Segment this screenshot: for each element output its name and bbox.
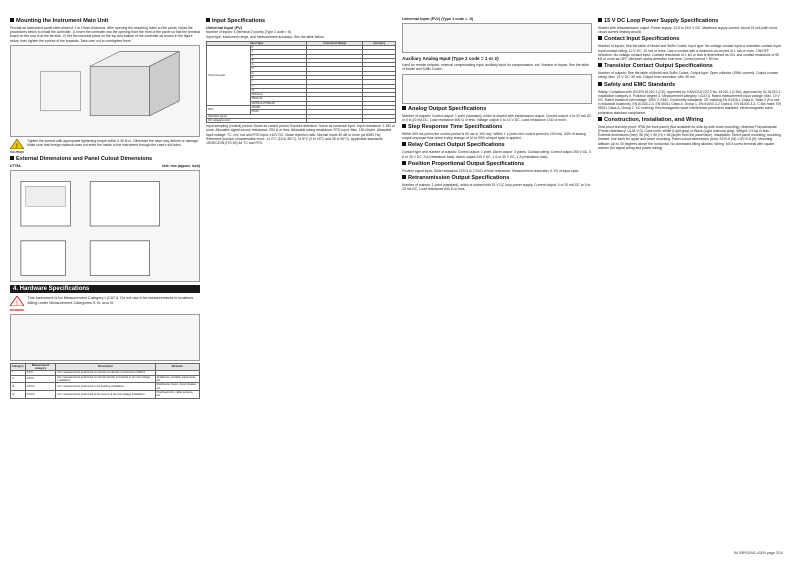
table-row: U xyxy=(207,84,396,88)
table-row: N xyxy=(207,71,396,75)
table-row: Standard signal xyxy=(207,114,396,118)
category-diagram xyxy=(10,314,200,361)
table-row: II CAT.II For measurements performed on circuits directly connected to the low-voltage installation. Appliances, portable equipments, etc. xyxy=(11,375,200,383)
table-header: Accuracy xyxy=(363,41,396,45)
pos-title: Position Proportional Output Specifications xyxy=(402,161,592,168)
cat-header: Measurement category xyxy=(25,363,56,371)
table-row: T xyxy=(207,54,396,58)
aux-table xyxy=(402,74,592,104)
constr-text: Dust-proof and drip-proof: IP56 (for front panel) (Not available for side-by-side close mounting). Material: Polycarbonate (Flame retardancy: UL94 V-0). Case color: White (Light gray) or Black (Light charcoal gray). Weight: 0.5 kg or less. External dimensions (mm): 96 (W) × 96 (H) × 65 (depth from the panel face). Installation: Direct panel mounting; mounting bracket, one each for upper and lower mounting. Panel cutout dimensions (mm): 92+0.8 (W) × 92+0.8 (H). Mounting attitude: Up to 30 degrees above the horizontal. No downward tilting allowed. Wiring: M3.5 screw terminal with square washer (for signal wiring and power wiring). xyxy=(598,124,781,150)
caution-box xyxy=(10,139,200,154)
svg-text:!: ! xyxy=(16,301,18,307)
table-row: W xyxy=(207,88,396,92)
relay-text: Contact type and number of outputs: Control output: 1 point. Alarm output: 3 points. Contact rating: Control output 250 V AC, 3 A or 30 V DC, 3 A (resistance load). Alarm output 240 V AC, 1 A or 30 V DC, 1 A (resistance load). xyxy=(402,150,592,159)
dimensions-drawing xyxy=(10,170,200,282)
caution-text: Tighten the screws with appropriate tightening torque within 0.35 N·m. Otherwise the case may deform or damage. Make sure that foreign material does not enter the inside of the instrument through the case's slit holes. xyxy=(27,138,199,148)
loop-title: 15 V DC Loop Power Supply Specifications xyxy=(598,18,783,25)
table-row: RTD JPt100 xyxy=(207,106,396,110)
cat-header: Remarks xyxy=(155,363,199,371)
column-1 xyxy=(10,16,200,400)
analog-out-text: Number of outputs: Control output: 1 point (standard), which is shared with transmission output. Current output: 4 to 20 mA DC or 0 to 20 mA DC. Load resistance 600 Ω or less. Voltage output: 0 to 10 V DC. Load resistance 1 kΩ or more. xyxy=(402,113,592,122)
cat-header: Category xyxy=(11,363,26,371)
svg-text:!: ! xyxy=(16,143,18,149)
table-row: E xyxy=(207,75,396,79)
warning-box xyxy=(10,296,200,311)
cat-header: Description xyxy=(56,363,155,371)
table-row: III CAT.III For measurements performed in the building installation. Distribution board, circuit breaker, etc. xyxy=(11,383,200,391)
mounting-illustration xyxy=(10,45,200,137)
table-row: R xyxy=(207,67,396,71)
pv-type: Input type, instrument range, and measurement accuracy: See the table below. xyxy=(206,35,325,40)
pv2-table xyxy=(402,23,592,53)
table-row: W97Re3-W75Re25 xyxy=(207,101,396,105)
column-3 xyxy=(402,16,592,192)
table-row: B xyxy=(207,58,396,62)
table-row: Platinel 2 xyxy=(207,93,396,97)
constr-title: Construction, Installation, and Wiring xyxy=(598,117,783,124)
warning-icon xyxy=(10,296,24,306)
table-row: J xyxy=(207,50,396,54)
trans-text: Number of outputs: See the table of Model and Suffix Codes. Output type: Open collector (SINK current). Output contact rating: Max. 24 V DC, 50 mA. Output time resolution: Min. 50 ms. xyxy=(598,71,779,80)
relay-title: Relay Contact Output Specifications xyxy=(402,142,592,149)
unit-note: Unit: mm (approx. inch) xyxy=(161,164,200,169)
table-header: Input Type xyxy=(207,41,307,45)
table-row: IV CAT.IV For measurements performed at the source of the low-voltage installation. Overhead wire, cable systems, etc. xyxy=(11,390,200,398)
table-row: S xyxy=(207,63,396,67)
warning-label: WARNING xyxy=(10,307,25,312)
table-row: Thermocouple K xyxy=(207,45,396,49)
retrans-text: Number of outputs: 1 point (standard), which is shared with 15 V DC loop power supply. Current output: 4 to 20 mA DC or 0 to 20 mA DC. Load resistance 600 Ω or less. xyxy=(402,183,591,192)
table-row: I CAT.I For measurements performed on circuits not directly connected to MAINS. - xyxy=(11,371,200,375)
table-row: PR20-40 xyxy=(207,97,396,101)
column-4 xyxy=(598,16,783,151)
mount-title: Mounting the Instrument Main Unit xyxy=(10,18,200,25)
caution-label: CAUTION xyxy=(10,150,24,155)
safety-title: Safety and EMC Standards xyxy=(598,82,783,89)
univ-pv-title: Universal Input (PV) xyxy=(206,26,243,30)
hw-title: 4. Hardware Specifications xyxy=(10,285,200,293)
input-title: Input Specifications xyxy=(206,18,396,25)
table-header: Instrument Range xyxy=(307,41,363,45)
table-row: Pt100 xyxy=(207,110,396,114)
retrans-title: Retransmission Output Specifications xyxy=(402,175,592,182)
step-text: Within 500 ms (when the control period is 50 ms or 100 ms). Within 1 s (when the control period is 200 ms). 63% of analog output response time when a step change of 10 to 90% of input span is applied. xyxy=(402,132,586,141)
table-row: DC voltage/current xyxy=(207,118,396,122)
contact-in-text: Number of inputs: See the table of Model and Suffix Codes. Input type: No-voltage contact input or transistor contact input. Input contact rating: 12 V DC, 10 mA or more. Use a contact with a minimum on-current of 1 mA or more. ON/OFF detection: No-voltage contact input: Contact resistance of 1 kΩ or less is determined as ON, and contact resistance of 50 kΩ or more as OFF. Minimum status detection hold time: Control period + 50 ms. xyxy=(598,44,782,62)
column-2 xyxy=(206,16,396,146)
caution-icon xyxy=(10,139,24,149)
contact-in-title: Contact Input Specifications xyxy=(598,36,783,43)
model-label: UT75A xyxy=(10,164,21,169)
input-range-table xyxy=(206,41,396,124)
trans-title: Transistor Contact Output Specifications xyxy=(598,63,783,70)
warning-text: This instrument is for Measurement Category I (CAT.I). Do not use it for measurements in locations falling under Measurement Categories II, III, and IV. xyxy=(27,296,194,306)
univ-pv2-title: Universal Input (PV2) (Type 1 code = -5) xyxy=(402,17,474,21)
table-row: L xyxy=(207,80,396,84)
mount-text: Provide an instrument panel steel sheet of 1 to 10mm thickness. After opening the mounting holes on the panel, follow the procedures below to install the controller. 1) Insert the controller into the opening from the front of the panel so that the terminal board on the rear is at the far side. 2) Set the brackets place on the top and bottom of the controller as shown in the figure below, then tighten the screws of the brackets. Take care not to overtighten them. xyxy=(10,26,200,43)
safety-text: Safety: Compliant with IEC/EN 61010-1 (CE), approved by CAN/CSA C22.2 No. 61010-1 (CSA), approved by UL 61010-1. Installation category II. Pollution degree 2. Measurement category I (CAT.I). Rated measurement input voltage: Max. 10 V DC. Rated transient overvoltage: 1500 V. EMC: Conformity standards: CE marking EN 61326-1 Class A, Table 2 (For use in industrial locations). EN 61326-2-3. EN 55011 Class A, Group 1. EN 61000-3-2 Class A. EN 61000-3-3. C-tick mark: EN 55011 Class A, Group 1. KC marking: Electromagnetic wave interference prevention standard, electromagnetic wave protection standard compliance. xyxy=(598,89,782,115)
aux-text: Used for remote setpoint, external compensating input, auxiliary input for compensation, etc. Number of inputs: See the table of Model and Suffix Codes. xyxy=(402,63,589,72)
pv-points: Number of inputs: 1 (terminal 2 points) (Type 1 code = 6) xyxy=(206,30,292,35)
page-footer: IM 05P01B41-41EN page 2/14 xyxy=(734,550,783,555)
aux-title: Auxiliary Analog Input (Type 2 code = 1 or 2) xyxy=(402,56,499,62)
analog-out-title: Analog Output Specifications xyxy=(402,106,592,113)
step-title: Step Response Time Specifications xyxy=(402,124,592,131)
dims-title: External Dimensions and Panel Cutout Dimensions xyxy=(10,156,200,163)
loop-text: Shared with retransmission output. Power supply: 14.5 to 18.0 V DC. Maximum supply current: About 21 mA (with short-circuit current limiting circuit). xyxy=(598,26,778,35)
input-notes: Input sampling (control) period: Same as control period. Burnout detection: Same as universal input. Input resistance: 1 MΩ or more. Allowable signal source resistance: 250 Ω or less. Allowable wiring resistance: RTD input: Max. 150 Ω/wire. Allowable input voltage: TC, mV, mA and RTD input: ±10V DC. Noise rejection ratio: Normal mode 40 dB or more (at 50/60 Hz). Reference junction compensation error: ±1.0°C (15 to 35°C), ±1.5°C (0 to 15°C and 35 to 50°C). Applicable standards: JIS/IEC/DIN (ITS-90) for TC and RTD xyxy=(206,124,395,146)
category-table xyxy=(10,363,200,399)
pos-text: Position signal input: Slide resistance 100 Ω to 2.5 kΩ of total resistance. Measurement resolution: 0.1% of input span. xyxy=(402,168,580,173)
